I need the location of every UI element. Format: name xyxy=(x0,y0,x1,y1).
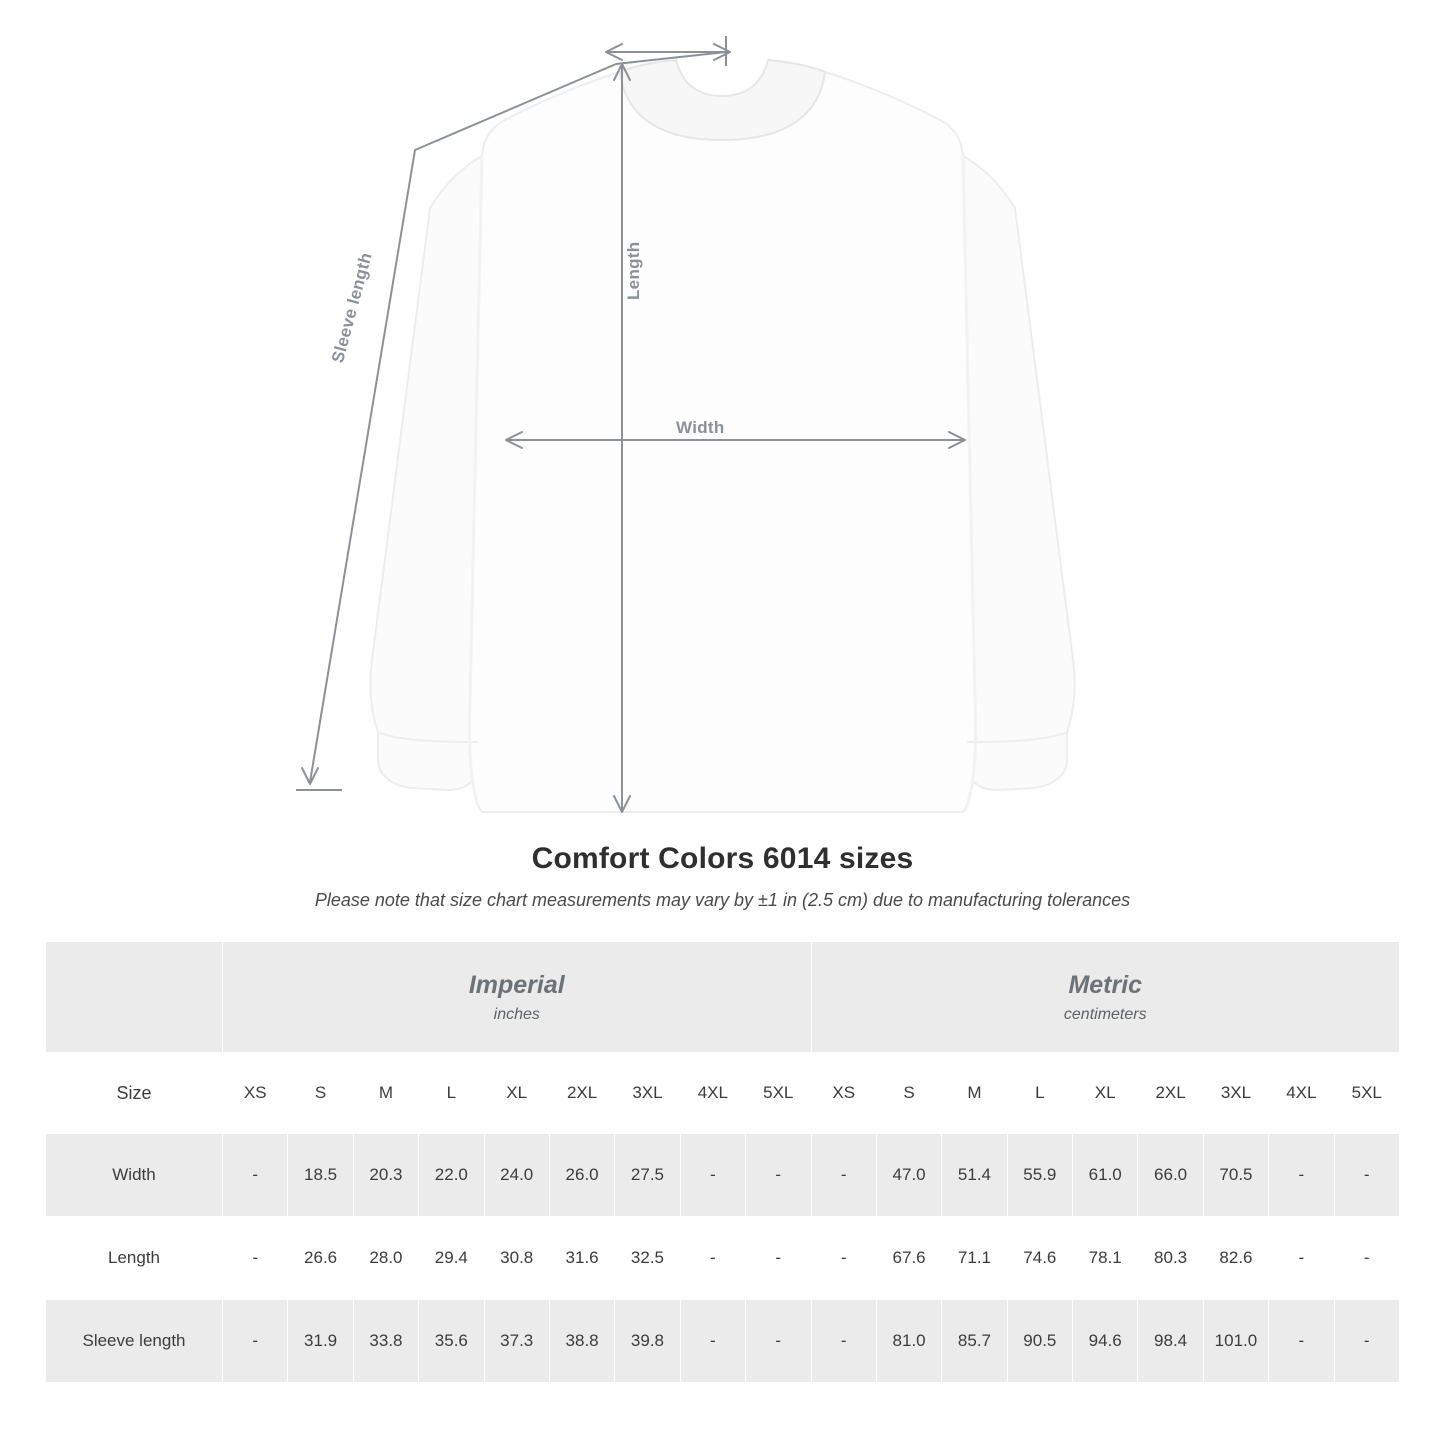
measurement-cell: - xyxy=(680,1134,745,1217)
measurement-cell: 35.6 xyxy=(419,1300,484,1383)
measurement-cell: - xyxy=(1334,1217,1399,1300)
size-header-cell: L xyxy=(419,1053,484,1134)
size-header-cell: L xyxy=(1007,1053,1072,1134)
size-header-cell: S xyxy=(876,1053,941,1134)
measurement-cell: 37.3 xyxy=(484,1300,549,1383)
size-header-cell: XS xyxy=(811,1053,876,1134)
row-label: Sleeve length xyxy=(46,1300,223,1383)
measurement-cell: 31.9 xyxy=(288,1300,353,1383)
measurement-cell: - xyxy=(1269,1300,1334,1383)
row-label: Length xyxy=(46,1217,223,1300)
table-row xyxy=(46,1134,1400,1217)
unit-header-metric xyxy=(811,942,1399,1053)
size-header-cell: S xyxy=(288,1053,353,1134)
size-header-cell: 2XL xyxy=(1138,1053,1203,1134)
measurement-cell: 24.0 xyxy=(484,1134,549,1217)
title-block xyxy=(0,842,1445,911)
measurement-cell: - xyxy=(1334,1134,1399,1217)
size-header-cell: 5XL xyxy=(746,1053,812,1134)
measurement-cell: 66.0 xyxy=(1138,1134,1203,1217)
measurement-cell: - xyxy=(223,1217,288,1300)
unit-subtitle: inches xyxy=(493,1005,540,1023)
size-header-cell: 3XL xyxy=(615,1053,680,1134)
measurement-cell: - xyxy=(223,1134,288,1217)
measurement-cell: 26.6 xyxy=(288,1217,353,1300)
measurement-cell: 22.0 xyxy=(419,1134,484,1217)
unit-header-imperial xyxy=(223,942,812,1053)
measurement-cell: 78.1 xyxy=(1073,1217,1138,1300)
size-header-cell: M xyxy=(353,1053,418,1134)
page-title: Comfort Colors 6014 sizes xyxy=(531,842,914,875)
measurement-cell: - xyxy=(811,1217,876,1300)
measurement-cell: 85.7 xyxy=(942,1300,1007,1383)
measurement-cell: - xyxy=(811,1300,876,1383)
measurement-cell: - xyxy=(746,1300,812,1383)
measurement-cell: 51.4 xyxy=(942,1134,1007,1217)
unit-subtitle: centimeters xyxy=(1063,1005,1147,1023)
size-header-cell: M xyxy=(942,1053,1007,1134)
size-header-cell: 5XL xyxy=(1334,1053,1399,1134)
measurement-cell: - xyxy=(1334,1300,1399,1383)
measurement-cell: 28.0 xyxy=(353,1217,418,1300)
width-label: Width xyxy=(676,418,725,437)
size-header-row xyxy=(46,1053,1400,1134)
measurement-cell: 31.6 xyxy=(549,1217,614,1300)
table-row xyxy=(46,1217,1400,1300)
measurement-cell: - xyxy=(680,1217,745,1300)
measurement-cell: 47.0 xyxy=(876,1134,941,1217)
table-row xyxy=(46,1300,1400,1383)
measurement-cell: 81.0 xyxy=(876,1300,941,1383)
measurement-cell: 70.5 xyxy=(1203,1134,1268,1217)
measurement-cell: - xyxy=(1269,1134,1334,1217)
sleeve-length-label: Sleeve length xyxy=(328,250,376,365)
measurement-cell: 90.5 xyxy=(1007,1300,1072,1383)
measurement-cell: 82.6 xyxy=(1203,1217,1268,1300)
measurement-cell: 20.3 xyxy=(353,1134,418,1217)
size-header-cell: 4XL xyxy=(1269,1053,1334,1134)
unit-header-spacer xyxy=(46,942,223,1053)
size-header-cell: XS xyxy=(223,1053,288,1134)
measurement-cell: 61.0 xyxy=(1073,1134,1138,1217)
measurement-cell: 32.5 xyxy=(615,1217,680,1300)
measurement-cell: 30.8 xyxy=(484,1217,549,1300)
measurement-cell: 26.0 xyxy=(549,1134,614,1217)
size-table xyxy=(45,941,1400,1383)
measurement-cell: 38.8 xyxy=(549,1300,614,1383)
measurement-cell: 94.6 xyxy=(1073,1300,1138,1383)
measurement-cell: 39.8 xyxy=(615,1300,680,1383)
measurement-cell: - xyxy=(746,1134,812,1217)
tolerance-note: Please note that size chart measurements may vary by ±1 in (2.5 cm) due to manufacturing tolerances xyxy=(314,890,1131,910)
size-header-cell: 3XL xyxy=(1203,1053,1268,1134)
size-table-wrap xyxy=(45,941,1400,1383)
measurement-cell: 74.6 xyxy=(1007,1217,1072,1300)
measurement-cell: 71.1 xyxy=(942,1217,1007,1300)
measurement-cell: 67.6 xyxy=(876,1217,941,1300)
size-header-cell: 4XL xyxy=(680,1053,745,1134)
measurement-cell: - xyxy=(746,1217,812,1300)
measurement-cell: - xyxy=(680,1300,745,1383)
size-header-cell: 2XL xyxy=(549,1053,614,1134)
measurement-cell: 33.8 xyxy=(353,1300,418,1383)
measurement-cell: - xyxy=(811,1134,876,1217)
unit-header-row xyxy=(46,942,1400,1053)
measurement-cell: - xyxy=(223,1300,288,1383)
measurement-cell: 98.4 xyxy=(1138,1300,1203,1383)
measurement-cell: - xyxy=(1269,1217,1334,1300)
measurement-cell: 29.4 xyxy=(419,1217,484,1300)
unit-name: Imperial xyxy=(468,971,565,1000)
length-label: Length xyxy=(624,241,643,300)
measurement-cell: 80.3 xyxy=(1138,1217,1203,1300)
row-label: Width xyxy=(46,1134,223,1217)
measurement-cell: 27.5 xyxy=(615,1134,680,1217)
unit-name: Metric xyxy=(1068,971,1143,1000)
measurement-cell: 18.5 xyxy=(288,1134,353,1217)
measurement-cell: 55.9 xyxy=(1007,1134,1072,1217)
size-header-cell: XL xyxy=(484,1053,549,1134)
size-header-label: Size xyxy=(46,1053,223,1134)
size-header-cell: XL xyxy=(1073,1053,1138,1134)
measurement-cell: 101.0 xyxy=(1203,1300,1268,1383)
